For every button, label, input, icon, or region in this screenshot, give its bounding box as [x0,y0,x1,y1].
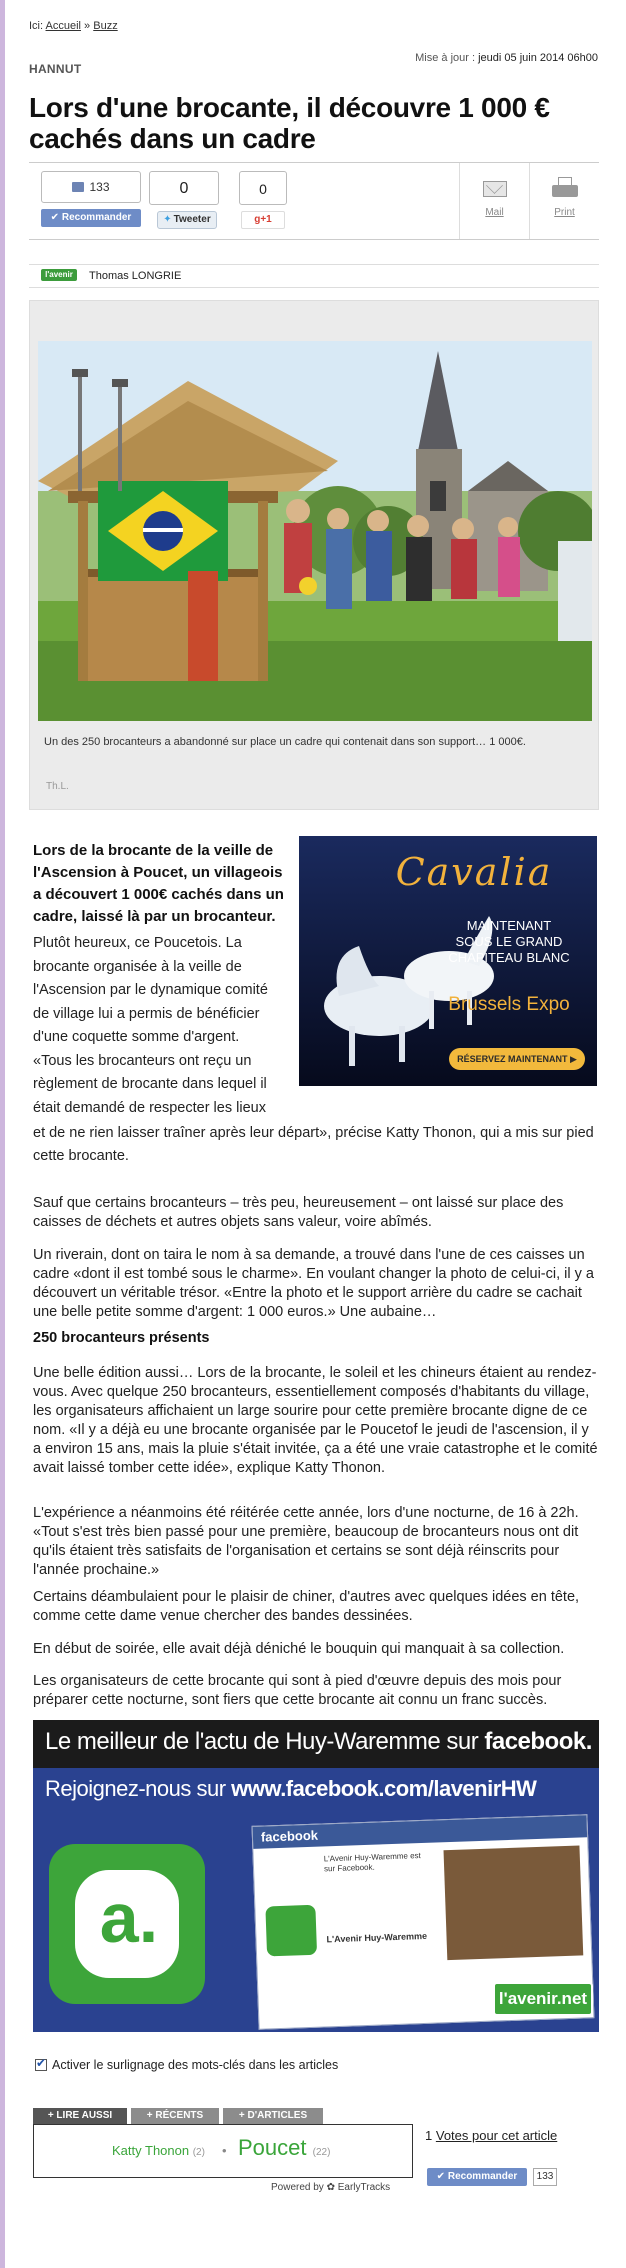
brocante-photo-illustration [38,341,592,721]
tab-plus-articles[interactable]: + D'ARTICLES [223,2108,323,2124]
fb-mockup-text: L'Avenir Huy-Waremme est sur Facebook. [323,1851,421,1874]
gplus-label: g [254,214,261,225]
cavalia-line1: MAINTENANT [466,918,552,933]
paragraph-6: Certains déambulaient pour le plaisir de chiner, d'autres avec quelques idées en tête, comme cette dame venue chercher des bandes dessinées. [33,1589,580,1624]
tag-count-poucet: (22) [312,2147,331,2158]
paragraph-5: L'expérience a néanmoins été réitérée cette année, lors d'une nocturne, de 16 à 22h. «Tout s'est très bien passé pour une première, beaucoup de brocanteurs nous ont dit qu'ils étaient très satisfaits de l'organisation et certains se sont déjà réinscrits pour l'année prochaine.» [33,1505,579,1578]
cavalia-cta-label: RÉSERVEZ MAINTENANT [457,1054,568,1064]
paragraph-2: Sauf que certains brocanteurs – très peu, heureusement – ont laissé sur place des caisses de déchets et autres objets sans valeur, voire abîmés. [33,1195,564,1230]
fb-ad-headline [45,1728,592,1756]
cavalia-cta-button[interactable]: RÉSERVEZ MAINTENANT ▶ [449,1048,585,1070]
tweet-label: Tweeter [173,214,211,225]
print-button[interactable] [529,163,599,239]
facebook-ad[interactable] [33,1720,599,2032]
fb-mockup-cover [444,1845,584,1960]
votes-recommend-label: Recommander [447,2171,518,2182]
tag-count-katty-thonon: (2) [192,2147,205,2158]
twitter-bird-icon: ✦ [163,214,172,225]
paragraph-1 [33,932,289,1120]
gplus-button[interactable] [241,211,285,229]
cavalia-brand: Cavalia [395,850,553,894]
fb-mockup-brand: facebook [260,1827,319,1845]
social-bar [29,162,599,240]
breadcrumb-prefix: Ici: [29,20,44,32]
facebook-recommend-label: Recommander [61,212,132,223]
printer-icon [552,177,578,197]
article-title: Lors d'une brocante, il découvre 1 000 € cachés dans un cadre [29,92,550,154]
tweet-button[interactable] [157,211,217,229]
lavenir-logo-letter: a. [99,1879,159,1957]
highlight-label: Activer le surlignage des mots-clés dans les articles [52,2058,339,2072]
cavalia-line3: CHAPITEAU BLANC [448,950,570,965]
twitter-count: 0 [149,171,219,205]
author-badge: l'avenir [41,269,77,281]
breadcrumb-separator: » [84,20,91,32]
votes-row [425,2128,557,2143]
tag-separator: • [222,2143,227,2158]
photo-credit: Th.L. [46,781,69,792]
subheading: 250 brocanteurs présents [33,1330,210,1346]
p1-line: Plutôt heureux, ce Poucetois. La [33,935,242,951]
tab-recents[interactable]: + RÉCENTS [131,2108,219,2124]
article-photo[interactable] [38,341,592,721]
article-lead: Lors de la brocante de la veille de l'Ascension à Poucet, un villageois a découvert 1 000€ cachés dans un cadre, laissé là par un brocanteur. [33,842,284,925]
tag-link-katty-thonon[interactable] [112,2143,205,2158]
gplus-plus-one: +1 [260,214,272,225]
earlytracks-box [33,2124,413,2178]
votes-recommend-button[interactable]: ✔ Recommander [427,2168,527,2186]
photo-box [29,300,599,810]
tag-link-poucet-label: Poucet [238,2135,307,2160]
mail-button[interactable] [459,163,529,239]
fb-ad-subline [45,1776,536,1802]
paragraph-1-tail: et de ne rien laisser traîner après leur départ», précise Katty Thonon, qui a mis sur pied cette brocante. [33,1125,594,1164]
highlight-checkbox[interactable] [35,2059,47,2071]
p1-line: brocante organisée à la veille de [33,958,242,975]
paragraph-8: Les organisateurs de cette brocante qui sont à pied d'œuvre depuis des mois pour préparer cette nocturne, sont fiers que cette brocante ait connu un franc succès. [33,1673,562,1708]
facebook-like-count[interactable] [41,171,141,203]
paragraph-4: Une belle édition aussi… Lors de la brocante, le soleil et les chineurs étaient au rendez-vous. Avec quelque 250 brocanteurs, essentiellement composés d'habitants du village, les organisateurs affichaient un large sourire pour cette première brocante digne de ce nom. «Il y a déjà eu une brocante organisée par le Poucetof le jeudi de l'ascension, il y a environ 15 ans, mais la pluie s'était invitée, ça a été une vraie catastrophe et le comité avait laissé tomber cette idée», explique Katty Thonon. [33,1365,598,1476]
mail-label[interactable]: Mail [485,207,504,218]
photo-caption: Un des 250 brocanteurs a abandonné sur place un cadre qui contenait dans son support… 1 000€. [44,736,526,748]
votes-link[interactable]: Votes pour cet article [435,2128,558,2143]
tag-link-katty-thonon-label: Katty Thonon [112,2143,190,2158]
lavenir-net-label: l'avenir.net [498,1989,588,2008]
facebook-recommend-button[interactable]: ✔ Recommander [41,209,141,227]
cavalia-venue: Brussels Expo [448,994,570,1015]
votes-fb-count: 133 [533,2168,557,2186]
lavenir-net-badge [493,1982,593,2016]
gplus-count: 0 [239,171,287,205]
thumbs-up-icon [72,182,84,192]
fb-mockup-logo [265,1905,317,1957]
votes-count: 1 [425,2128,433,2143]
breadcrumb [29,20,118,32]
update-label: Mise à jour : [415,52,476,64]
author-row [29,264,599,288]
update-timestamp [415,52,598,64]
breadcrumb-home-link[interactable]: Accueil [45,20,81,32]
p1-line: de village lui a permis de bénéficier [33,1005,260,1022]
fb-mockup-page: L'Avenir Huy-Waremme [326,1930,428,1945]
facebook-like-count-value: 133 [89,180,110,194]
p1-line: l'Ascension par le dynamique comité [33,982,268,998]
update-value: jeudi 05 juin 2014 06h00 [478,52,598,64]
fb-ad-subline-prefix: Rejoignez-nous sur [45,1776,226,1801]
fb-ad-headline-brand: facebook. [484,1728,592,1755]
meta-row [29,52,598,76]
paragraph-3: Un riverain, dont on taira le nom à sa demande, a trouvé dans l'une de ces caisses un cadre «dont il est tombé sous le charme». En voulant changer la photo de celui-ci, il y a découvert un véritable trésor. «Entre la photo et le support arrière du cadre se cachait une belle petite somme d'argent: 1 000 euros.» Une aubaine… [33,1247,594,1320]
section-label: HANNUT [29,62,82,76]
paragraph-7: En début de soirée, elle avait déjà déniché le bouquin qui manquait à sa collection. [33,1641,565,1657]
print-label[interactable]: Print [554,207,575,218]
tag-link-poucet[interactable] [238,2135,330,2161]
p1-line: «Tous les brocanteurs ont reçu un [33,1052,252,1069]
cavalia-line2: SOUS LE GRAND [455,934,563,949]
p1-line: règlement de brocante dans lequel il [33,1076,267,1092]
p1-line: d'une coquette somme d'argent. [33,1029,240,1045]
breadcrumb-section-link[interactable]: Buzz [93,20,118,32]
keyword-highlight-toggle[interactable] [35,2058,338,2072]
fb-ad-headline-prefix: Le meilleur de l'actu de Huy-Waremme sur [45,1728,479,1755]
p1-line: était demandé de respecter les lieux [33,1099,266,1116]
lavenir-logo-tile [49,1844,205,2004]
cavalia-ad[interactable] [299,836,597,1086]
fb-ad-subline-url: www.facebook.com/lavenirHW [231,1776,537,1801]
earlytracks-powered-by[interactable]: Powered by ✿ EarlyTracks [271,2182,391,2193]
envelope-icon [483,181,507,197]
author-name: Thomas LONGRIE [89,270,182,282]
tab-lire-aussi[interactable]: + LIRE AUSSI [33,2108,127,2124]
